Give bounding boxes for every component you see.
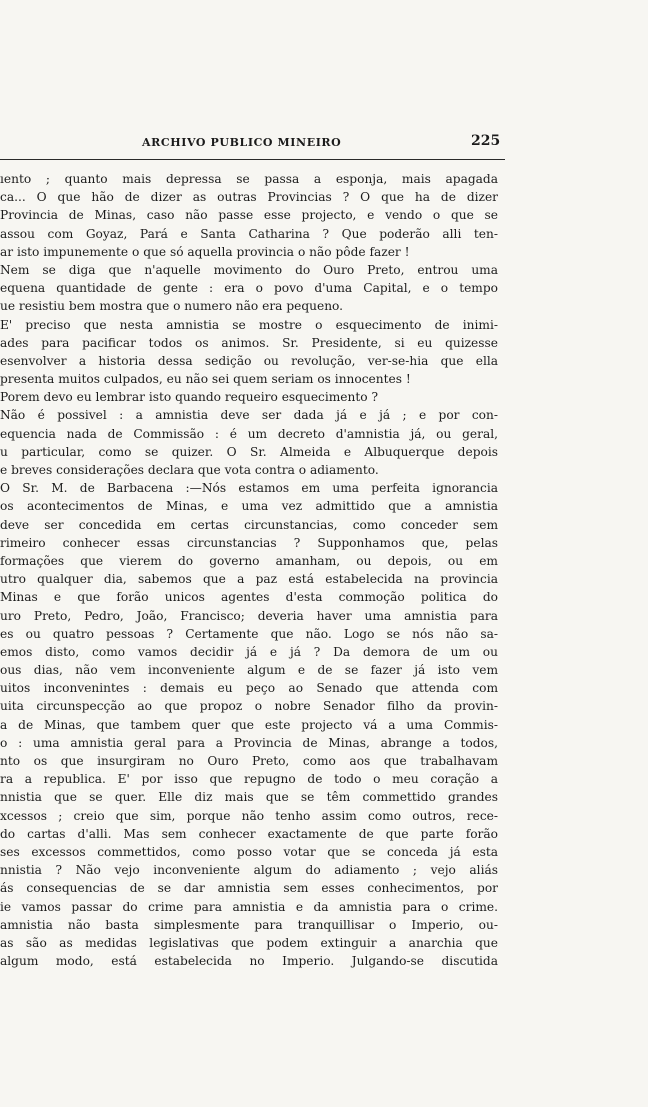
text-line: do cartas d'alli. Mas sem conhecer exactamente de que parte forão [0, 826, 498, 841]
text-line: uita circunspecção ao que propoz o nobre Senador filho da provin- [0, 699, 498, 714]
text-line: E' preciso que nesta amnistia se mostre o esquecimento de inimi- [0, 317, 498, 332]
text-line: formações que vierem do governo amanham, ou depois, ou em [0, 553, 498, 568]
text-line: equena quantidade de gente : era o povo d'uma Capital, e o tempo [0, 281, 498, 296]
text-line: ıento ; quanto mais depressa se passa a esponja, mais apagada [0, 172, 498, 186]
text-line: ous dias, não vem inconveniente algum e de se fazer já isto vem [0, 663, 498, 678]
text-line: e breves considerações declara que vota contra o adiamento. [0, 463, 379, 477]
text-line: os acontecimentos de Minas, e uma vez admittido que a amnistia [0, 499, 498, 514]
text-line: ra a republica. E' por isso que repugno de todo o meu coração a [0, 772, 498, 787]
text-line: uro Preto, Pedro, João, Francisco; deveria haver uma amnistia para [0, 608, 498, 623]
text-line: emos disto, como vamos decidir já e já ? Da demora de um ou [0, 644, 498, 659]
text-line: as são as medidas legislativas que podem extinguir a anarchia que [0, 935, 498, 950]
text-line: uitos inconvenintes : demais eu peço ao Senado que attenda com [0, 681, 498, 696]
text-line: ca... O que hão de dizer as outras Provincias ? O que ha de dizer [0, 190, 498, 205]
text-line: ar isto impunemente o que só aquella provincia o não pôde fazer ! [0, 244, 410, 259]
text-line: nnistia que se quer. Elle diz mais que se têm commettido grandes [0, 790, 498, 805]
page-number: 225 [471, 133, 501, 149]
text-line: ie vamos passar do crime para amnistia e da amnistia para o crime. [0, 899, 498, 914]
text-line: amnistia não basta simplesmente para tranquillisar o Imperio, ou- [0, 917, 498, 932]
text-line: ades para pacificar todos os animos. Sr. Presidente, si eu quizesse [0, 335, 498, 350]
text-line: ás consequencias de se dar amnistia sem esses conhecimentos, por [0, 881, 498, 896]
text-line: Provincia de Minas, caso não passe esse projecto, e vendo o que se [0, 208, 498, 223]
text-line: u particular, como se quizer. O Sr. Almeida e Albuquerque depois [0, 444, 498, 459]
text-line: O Sr. M. de Barbacena :—Nós estamos em uma perfeita ignorancia [0, 481, 498, 496]
body-text [0, 170, 498, 970]
text-line: xcessos ; creio que sim, porque não tenho assim como outros, rece- [0, 808, 498, 823]
text-line: rimeiro conhecer essas circunstancias ? Supponhamos que, pelas [0, 535, 498, 550]
text-line: esenvolver a historia dessa sedição ou revolução, ver-se-hia que ella [0, 353, 498, 368]
text-line: utro qualquer dia, sabemos que a paz está estabelecida na provincia [0, 572, 498, 587]
text-line: ue resistiu bem mostra que o numero não era pequeno. [0, 299, 344, 314]
page-header [0, 133, 505, 156]
text-line: assou com Goyaz, Pará e Santa Catharina ? Que poderão alli ten- [0, 226, 498, 241]
text-line: nto os que insurgiram no Ouro Preto, como aos que trabalhavam [0, 754, 498, 768]
text-line: algum modo, está estabelecida no Imperio. Julgando-se discutida [0, 954, 498, 969]
text-line: Porem devo eu lembrar isto quando requeiro esquecimento ? [0, 390, 379, 405]
text-line: o : uma amnistia geral para a Provincia de Minas, abrange a todos, [0, 735, 498, 750]
text-line: deve ser concedida em certas circunstancias, como conceder sem [0, 517, 498, 532]
text-line: equencia nada de Commissão : é um decreto d'amnistia já, ou geral, [0, 426, 498, 441]
text-line: Nem se diga que n'aquelle movimento do Ouro Preto, entrou uma [0, 262, 498, 277]
text-line: presenta muitos culpados, eu não sei quem seriam os innocentes ! [0, 372, 411, 387]
text-line: nnistia ? Não vejo inconveniente algum do adiamento ; vejo aliás [0, 863, 498, 878]
text-line: es ou quatro pessoas ? Certamente que não. Logo se nós não sa- [0, 626, 498, 641]
running-title: ARCHIVO PUBLICO MINEIRO [142, 136, 342, 149]
header-rule [0, 159, 505, 160]
text-line: Minas e que forão unicos agentes d'esta commoção politica do [0, 590, 498, 605]
text-line: ses excessos commettidos, como posso votar que se conceda já esta [0, 844, 498, 859]
text-line: Não é possivel : a amnistia deve ser dada já e já ; e por con- [0, 408, 498, 423]
text-line: a de Minas, que tambem quer que este projecto vá a uma Commis- [0, 717, 498, 732]
